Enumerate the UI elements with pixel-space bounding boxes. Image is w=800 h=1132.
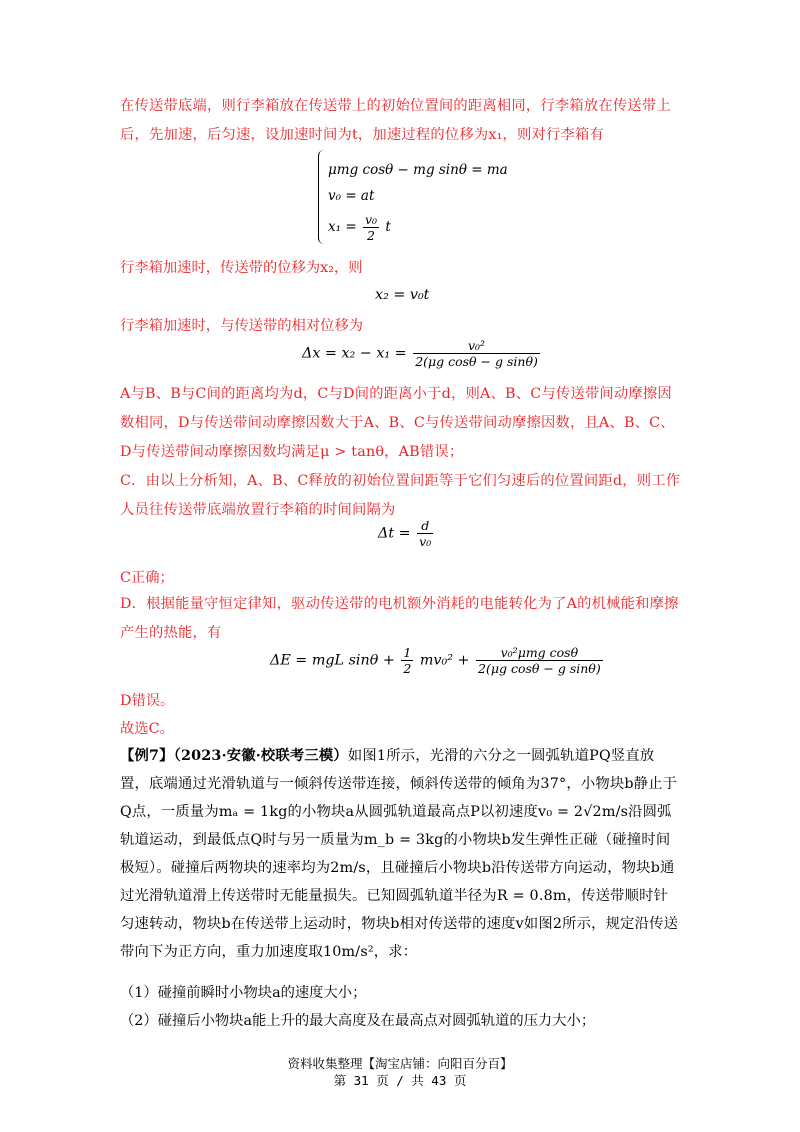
- footer-source: 资料收集整理【淘宝店铺：向阳百分百】: [287, 1056, 513, 1071]
- equation-x2: x₂ = v₀t: [375, 287, 430, 303]
- equation-delta-x-left: Δx = x₂ − x₁ =: [302, 345, 407, 362]
- paragraph-setup: 在传送带底端，则行李箱放在传送带上的初始位置间的距离相同，行李箱放在传送带上后，先加速，后匀速，设加速时间为t，加速过程的位移为x₁，则对行李箱有: [120, 98, 671, 143]
- fraction-denominator: 2(μg cosθ − g sinθ): [415, 354, 538, 369]
- fraction-numerator: d: [421, 518, 430, 533]
- brace-symbol: [318, 150, 327, 244]
- text-answer-choice: 故选C。: [120, 721, 174, 737]
- equation-delta-t-left: Δt =: [378, 525, 411, 542]
- footer-page-number: 第 31 页 / 共 43 页: [333, 1073, 467, 1088]
- text-belt-displacement: 行李箱加速时，传送带的位移为x₂，则: [120, 260, 363, 276]
- fraction-numerator: v₀: [364, 212, 378, 227]
- system-row-3-right: t: [385, 219, 391, 235]
- equation-delta-e: [270, 645, 605, 676]
- question-1: （1）碰撞前瞬时小物块a的速度大小；: [120, 985, 367, 1001]
- system-row-1: μmg cosθ − mg sinθ = ma: [328, 162, 508, 178]
- equation-delta-e-mid: mv₀² +: [419, 652, 470, 669]
- fraction: [363, 212, 379, 243]
- equation-delta-x: [302, 338, 542, 369]
- equation-delta-e-left: ΔE = mgL sinθ +: [270, 652, 395, 669]
- fraction-denominator: 2(μg cosθ − g sinθ): [478, 661, 601, 676]
- paragraph-ab-analysis: A与B、B与C间的距离均为d，C与D间的距离小于d，则A、B、C与传送带间动摩擦因数相同，D与传送带间动摩擦因数大于A、B、C与传送带间动摩擦因数，且A、B、C、D与传送带间动摩擦因数均满足μ > tanθ，AB错误；: [120, 386, 675, 460]
- text-c-correct: C正确；: [120, 570, 174, 586]
- system-row-3-left: x₁ =: [328, 219, 357, 235]
- example-tag: 【例7】（2023·安徽·校联考三模）: [120, 748, 348, 764]
- text-d-wrong: D错误。: [120, 693, 175, 709]
- system-row-3: [328, 212, 391, 243]
- system-row-2: v₀ = at: [328, 188, 375, 204]
- fraction-numerator: 1: [403, 645, 412, 660]
- question-2: （2）碰撞后小物块a能上升的最大高度及在最高点对圆弧轨道的压力大小；: [120, 1013, 596, 1029]
- equation-system: [318, 150, 518, 250]
- fraction: [476, 645, 603, 676]
- example-body: 如图1所示，光滑的六分之一圆弧轨道PQ竖直放置，底端通过光滑轨道与一倾斜传送带连接，倾斜传送带的倾角为37°，小物块b静止于Q点，一质量为mₐ = 1kg的小物块a从圆弧轨道最高点P以初速度v₀ = 2√2m/s沿圆弧轨道运动，到最低点Q时与另一质量为m_b = 3kg的小物块b发生弹性正碰（碰撞时间极短）。碰撞后两物块的速率均为2m/s，且碰撞后小物块b沿传送带方向运动，物块b通过光滑轨道滑上传送带时无能量损失。已知圆弧轨道半径为R = 0.8m，传送带顺时针匀速转动，物块b在传送带上运动时，物块b相对传送带的速度v如图2所示，规定沿传送带向下为正方向，重力加速度取10m/s²，求：: [120, 748, 679, 960]
- fraction: [417, 518, 433, 549]
- paragraph-c-analysis: C．由以上分析知，A、B、C释放的初始位置间距等于它们匀速后的位置间距d，则工作人员往传送带底端放置行李箱的时间间隔为: [120, 473, 681, 518]
- fraction-denominator: 2: [363, 227, 379, 243]
- paragraph-d-analysis: D．根据能量守恒定律知，驱动传送带的电机额外消耗的电能转化为了A的机械能和摩擦产生的热能，有: [120, 596, 679, 641]
- example-problem: [120, 742, 682, 966]
- fraction: [401, 645, 413, 676]
- fraction: [413, 338, 540, 369]
- fraction-numerator: v₀²: [467, 338, 486, 353]
- fraction-numerator: v₀²μmg cosθ: [500, 645, 579, 660]
- fraction-denominator: 2: [403, 661, 412, 676]
- text-relative-displacement: 行李箱加速时，与传送带的相对位移为: [120, 318, 364, 334]
- fraction-denominator: v₀: [419, 534, 432, 549]
- equation-delta-t: [378, 518, 435, 549]
